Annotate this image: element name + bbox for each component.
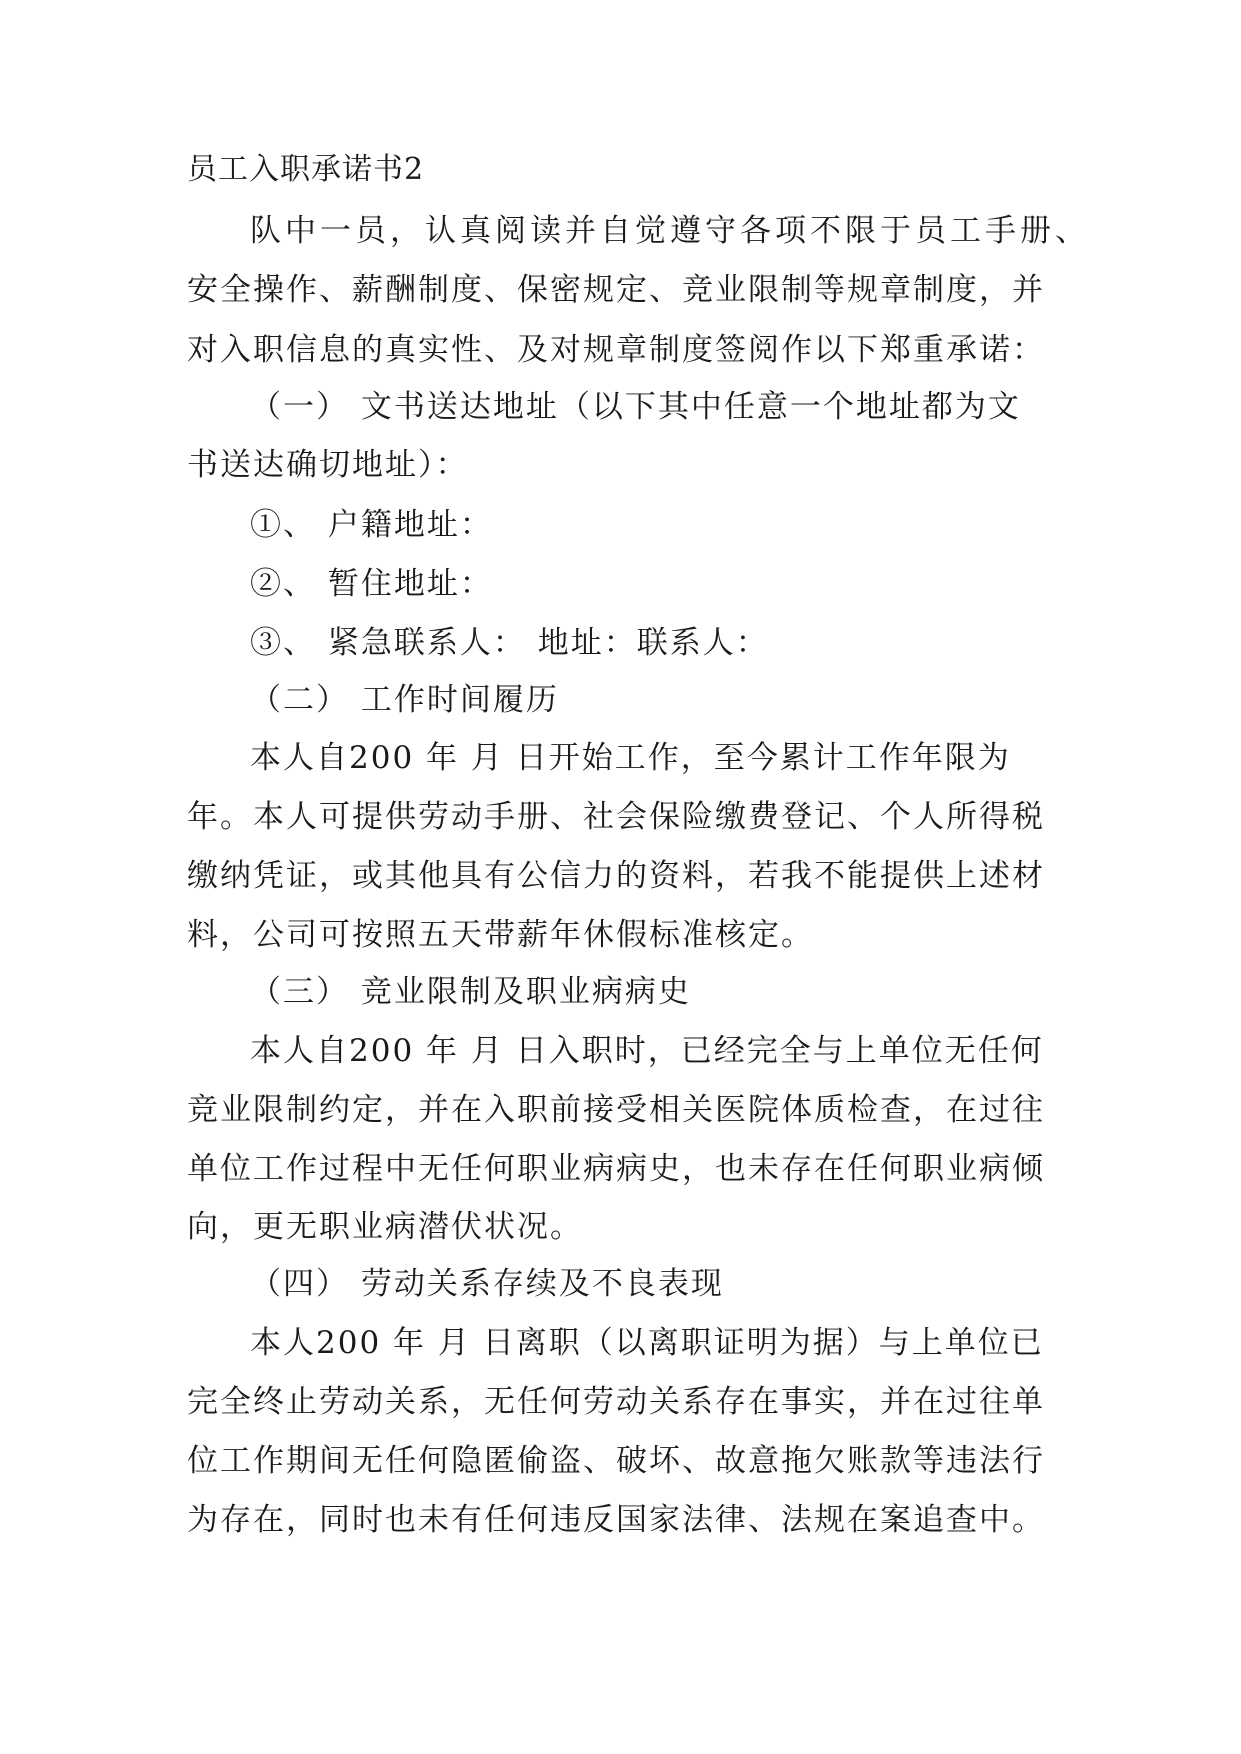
paragraph-line: 本人自200 年 月 日入职时，已经完全与上单位无任何 <box>250 1033 1044 1069</box>
paragraph-line: 位工作期间无任何隐匿偷盗、破坏、故意拖欠账款等违法行 <box>187 1443 1045 1479</box>
list-item: ③、 紧急联系人： 地址：联系人： <box>250 625 769 661</box>
paragraph-line: 单位工作过程中无任何职业病病史，也未存在任何职业病倾 <box>187 1151 1045 1187</box>
section-heading: （四） 劳动关系存续及不良表现 <box>250 1266 724 1302</box>
paragraph-line: 完全终止劳动关系，无任何劳动关系存在事实，并在过往单 <box>187 1384 1045 1420</box>
document-title: 员工入职承诺书2 <box>187 152 425 187</box>
paragraph-line: 书送达确切地址）： <box>187 447 469 483</box>
paragraph-line: 缴纳凭证，或其他具有公信力的资料，若我不能提供上述材 <box>187 858 1045 894</box>
section-heading: （二） 工作时间履历 <box>250 682 559 718</box>
list-item: ①、 户籍地址： <box>250 507 493 543</box>
paragraph-line: 本人自200 年 月 日开始工作，至今累计工作年限为 <box>250 740 1011 776</box>
paragraph-line: 安全操作、薪酬制度、保密规定、竞业限制等规章制度，并 <box>187 272 1045 308</box>
list-item: ②、 暂住地址： <box>250 566 493 602</box>
section-heading: （一） 文书送达地址（以下其中任意一个地址都为文 <box>250 389 1021 425</box>
paragraph-line: 本人200 年 月 日离职（以离职证明为据）与上单位已 <box>250 1325 1044 1361</box>
section-heading: （三） 竞业限制及职业病病史 <box>250 974 691 1010</box>
paragraph-line: 竞业限制约定，并在入职前接受相关医院体质检查，在过往 <box>187 1092 1045 1128</box>
paragraph-line: 为存在，同时也未有任何违反国家法律、法规在案追查中。 <box>187 1502 1045 1538</box>
paragraph-line: 对入职信息的真实性、及对规章制度签阅作以下郑重承诺： <box>187 332 1045 368</box>
paragraph-line: 队中一员，认真阅读并自觉遵守各项不限于员工手册、 <box>250 213 1090 249</box>
paragraph-line: 向，更无职业病潜伏状况。 <box>187 1209 583 1245</box>
paragraph-line: 料，公司可按照五天带薪年休假标准核定。 <box>187 917 814 953</box>
paragraph-line: 年。本人可提供劳动手册、社会保险缴费登记、个人所得税 <box>187 799 1045 835</box>
